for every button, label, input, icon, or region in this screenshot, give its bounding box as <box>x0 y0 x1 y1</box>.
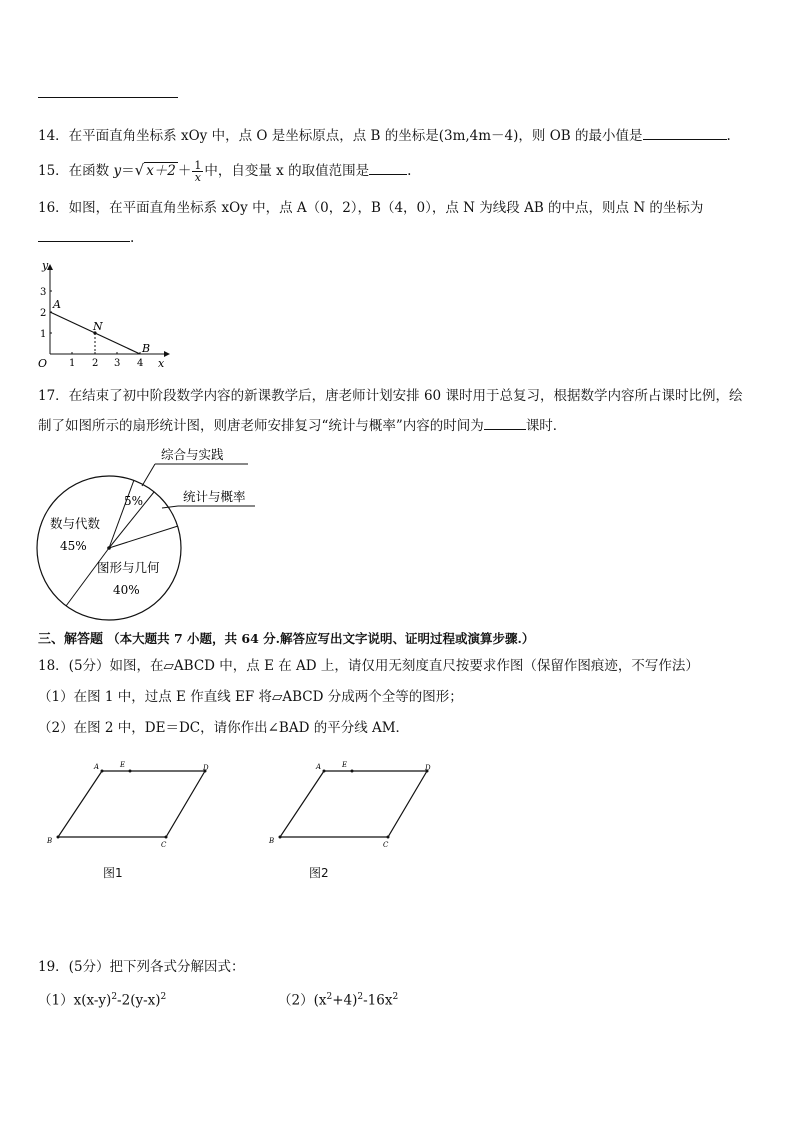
q15-frac-den: x <box>194 171 201 184</box>
q19-line1: 19．(5分）把下列各式分解因式： <box>38 959 245 975</box>
fig2-label-d: D <box>425 764 431 772</box>
x-tick-2: 2 <box>92 358 99 369</box>
q19-part2-mid: +4) <box>332 992 358 1009</box>
point-a-label: A <box>53 298 61 311</box>
q14-end: . <box>726 128 731 144</box>
q19-part2-tail: -16x <box>363 992 393 1009</box>
q15-prefix: 15．在函数 <box>38 163 110 179</box>
x-axis-label: x <box>158 357 165 370</box>
question-17 <box>38 387 742 405</box>
fig2-label-e: E <box>342 761 348 769</box>
q15-suffix: 中，自变量 x 的取值范围是 <box>204 163 370 179</box>
question-14 <box>38 127 731 145</box>
origin-label: O <box>38 357 48 370</box>
fig2-label-a: A <box>316 763 322 771</box>
parallelogram-abcd-1 <box>58 771 205 837</box>
question-19 <box>38 958 245 976</box>
q15-plus: ＋ <box>177 163 192 179</box>
question-18-part1 <box>38 688 463 706</box>
q14-text: 14．在平面直角坐标系 xOy 中，点 O 是坐标原点，点 B 的坐标是(3m,4m－4)，则 OB 的最小值是 <box>38 128 643 144</box>
figure-1-parallelogram <box>44 758 219 850</box>
question-18-part2 <box>38 719 409 737</box>
section-3-note: （本大题共 7 小题，共 64 分.解答应写出文字说明、证明过程或演算步骤.） <box>107 631 535 646</box>
q19-part2-exp1: 2 <box>326 992 333 1002</box>
q15-frac-num: 1 <box>194 159 202 172</box>
point-e-marker-2 <box>351 770 354 773</box>
q18-line1: 18．(5分）如图，在▱ABCD 中，点 E 在 AD 上，请仅用无刻度直尺按要求作图（保留作图痕迹，不写作法） <box>38 658 699 674</box>
q17-line2: 制了如图所示的扇形统计图，则唐老师安排复习“统计与概率”内容的时间为 <box>38 418 484 434</box>
fig1-label-b: B <box>47 837 53 845</box>
y-tick-1: 1 <box>40 329 47 340</box>
question-17-line2 <box>38 417 566 435</box>
q14-answer-blank[interactable] <box>643 127 727 140</box>
q16-line1: 16．如图，在平面直角坐标系 xOy 中，点 A（0，2），B（4，0），点 N 为线段 AB 的中点，则点 N 的坐标为 <box>38 200 704 216</box>
question-19-part1 <box>38 988 166 1010</box>
y-axis-label: y <box>42 260 49 272</box>
q19-part2-exp2: 2 <box>357 992 364 1002</box>
header-rule <box>38 97 178 98</box>
pie-pct-algebra: 45% <box>60 539 87 553</box>
point-n-label: N <box>93 320 103 333</box>
fig1-label-a: A <box>94 763 100 771</box>
figure-2-caption: 图2 <box>309 866 329 880</box>
fig1-label-c: C <box>161 841 167 849</box>
q15-answer-blank[interactable] <box>369 162 407 175</box>
fig1-label-d: D <box>203 764 209 772</box>
y-tick-2: 2 <box>40 308 47 319</box>
q19-part1-exp1: 2 <box>111 992 118 1002</box>
question-19-part2 <box>278 988 398 1010</box>
pie-label-algebra: 数与代数 <box>50 516 101 531</box>
q16-end: . <box>130 230 135 246</box>
fig1-label-e: E <box>120 761 126 769</box>
q15-radicand: x＋2 <box>146 163 176 179</box>
pie-center-dot <box>107 546 111 550</box>
q15-fraction <box>192 160 203 183</box>
point-b-label: B <box>142 342 151 355</box>
y-tick-3: 3 <box>40 287 47 298</box>
q19-part1: （1）x(x-y) <box>38 992 112 1009</box>
q19-part2: （2）(x <box>278 992 327 1009</box>
q16-answer-blank[interactable] <box>38 229 130 242</box>
q19-part1-mid: -2(y-x) <box>117 992 161 1009</box>
q15-y: y <box>113 163 122 179</box>
pie-label-geometry: 图形与几何 <box>97 560 160 575</box>
q19-part2-exp3: 2 <box>392 992 399 1002</box>
pie-pct-geometry: 40% <box>113 583 140 597</box>
question-16 <box>38 199 703 217</box>
pie-chart <box>30 446 270 626</box>
parallelogram-abcd-2 <box>280 771 427 837</box>
q18-part1: （1）在图 1 中，过点 E 作直线 EF 将▱ABCD 分成两个全等的图形； <box>38 689 463 705</box>
q17-end: 课时． <box>525 418 567 434</box>
pie-label-stats: 统计与概率 <box>183 489 246 504</box>
q17-answer-blank[interactable] <box>484 417 526 430</box>
coordinate-graph <box>34 260 174 372</box>
section-3-title: 三、解答题 <box>38 632 104 647</box>
section-3-heading <box>38 630 534 649</box>
x-tick-1: 1 <box>69 358 76 369</box>
fig2-label-b: B <box>269 837 275 845</box>
question-15 <box>38 157 411 184</box>
x-axis-arrow-icon <box>164 351 170 357</box>
pie-label-practice: 综合与实践 <box>161 447 224 462</box>
q15-eq: ＝ <box>121 163 135 179</box>
point-e-marker-1 <box>129 770 132 773</box>
x-tick-4: 4 <box>137 358 144 369</box>
q18-part2: （2）在图 2 中，DE＝DC，请你作出∠BAD 的平分线 AM． <box>38 720 410 736</box>
question-18 <box>38 657 699 675</box>
question-16-line2 <box>38 229 134 247</box>
q19-part1-exp2: 2 <box>160 992 167 1002</box>
figure-1-caption: 图1 <box>103 866 123 880</box>
sqrt-sign-icon: √ <box>134 161 145 179</box>
q15-end: . <box>407 163 412 179</box>
pie-pct-practice: 5% <box>124 494 144 508</box>
q17-line1: 17．在结束了初中阶段数学内容的新课教学后，唐老师计划安排 60 课时用于总复习，根据数学内容所占课时比例，绘 <box>38 388 743 404</box>
fig2-label-c: C <box>383 841 389 849</box>
figure-2-parallelogram <box>266 758 441 850</box>
x-tick-3: 3 <box>114 358 121 369</box>
